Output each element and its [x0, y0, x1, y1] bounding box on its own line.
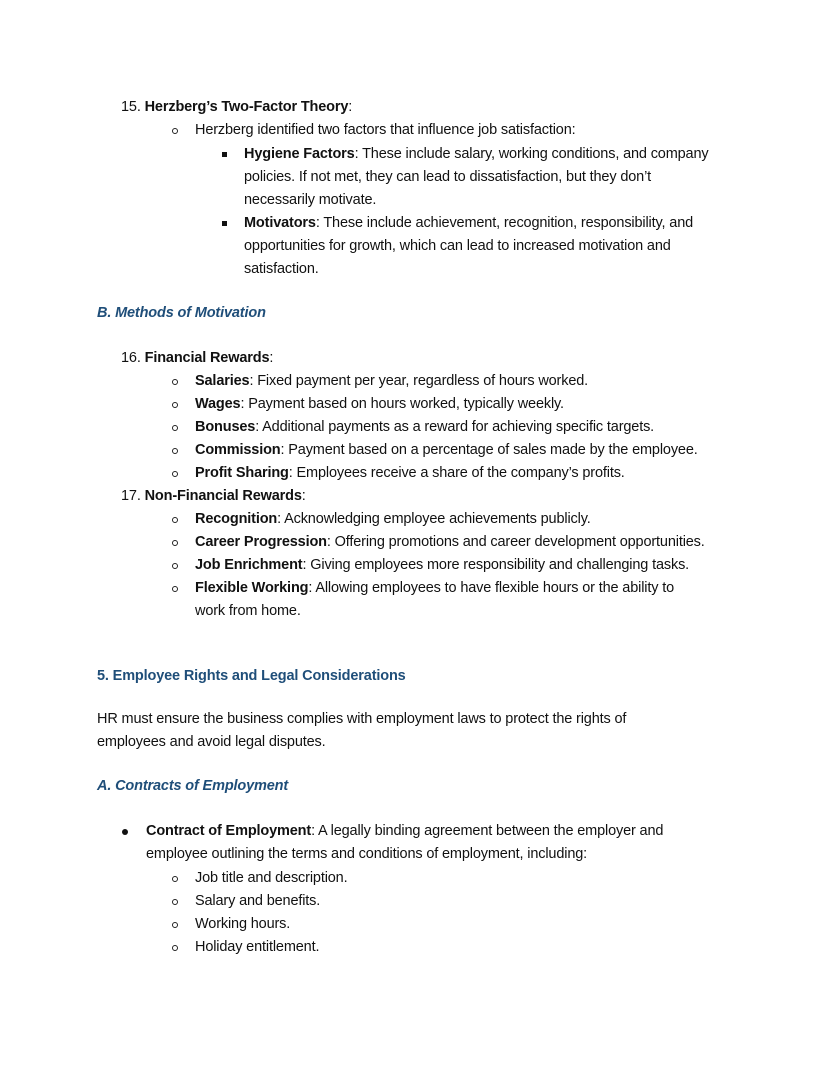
hollow-circle-bullet-icon [172, 128, 178, 134]
square-bullet-icon [222, 221, 227, 226]
hollow-circle-bullet-icon [172, 425, 178, 431]
non-financial-reward-item: Recognition: Acknowledging employee achievements publicly. [195, 511, 591, 527]
motivators-line-1: Motivators: These include achievement, recognition, responsibility, and [244, 215, 694, 231]
hollow-circle-bullet-icon [172, 945, 178, 951]
section-heading-methods-of-motivation: B. Methods of Motivation [97, 305, 266, 321]
section-heading-employee-rights: 5. Employee Rights and Legal Considerations [97, 668, 406, 684]
non-financial-reward-item: Flexible Working: Allowing employees to have flexible hours or the ability to [195, 580, 675, 596]
list-item-text: Herzberg identified two factors that influence job satisfaction: [195, 122, 576, 138]
item-title: Herzberg’s Two-Factor Theory [144, 99, 349, 115]
hygiene-factors-line-2: policies. If not met, they can lead to dissatisfaction, but they don’t [244, 169, 652, 185]
section-5-paragraph-line-2: employees and avoid legal disputes. [97, 734, 326, 750]
contract-of-employment-line-2: employee outlining the terms and conditions of employment, including: [146, 846, 588, 862]
hollow-circle-bullet-icon [172, 899, 178, 905]
hollow-circle-bullet-icon [172, 586, 178, 592]
hollow-circle-bullet-icon [172, 922, 178, 928]
square-bullet-icon [222, 152, 227, 157]
contract-term-item: Holiday entitlement. [195, 939, 320, 955]
hollow-circle-bullet-icon [172, 517, 178, 523]
hollow-circle-bullet-icon [172, 876, 178, 882]
contract-term-item: Salary and benefits. [195, 893, 321, 909]
contract-term-item: Job title and description. [195, 870, 348, 886]
list-item-15-title: 15. Herzberg’s Two-Factor Theory: [121, 99, 353, 115]
hollow-circle-bullet-icon [172, 379, 178, 385]
financial-reward-item: Wages: Payment based on hours worked, typically weekly. [195, 396, 564, 412]
non-financial-reward-item-continuation: work from home. [195, 603, 301, 619]
financial-reward-item: Bonuses: Additional payments as a reward for achieving specific targets. [195, 419, 655, 435]
hollow-circle-bullet-icon [172, 563, 178, 569]
hollow-circle-bullet-icon [172, 448, 178, 454]
list-item-16-title: 16. Financial Rewards: [121, 350, 274, 366]
list-item-17-title: 17. Non-Financial Rewards: [121, 488, 306, 504]
non-financial-reward-item: Career Progression: Offering promotions and career development opportunities. [195, 534, 705, 550]
hollow-circle-bullet-icon [172, 540, 178, 546]
hygiene-factors-line-3: necessarily motivate. [244, 192, 377, 208]
list-number: 15. [121, 99, 141, 115]
financial-reward-item: Profit Sharing: Employees receive a share of the company’s profits. [195, 465, 625, 481]
hollow-circle-bullet-icon [172, 402, 178, 408]
financial-reward-item: Salaries: Fixed payment per year, regardless of hours worked. [195, 373, 589, 389]
financial-reward-item: Commission: Payment based on a percentage of sales made by the employee. [195, 442, 698, 458]
motivators-line-2: opportunities for growth, which can lead to increased motivation and [244, 238, 671, 254]
hollow-circle-bullet-icon [172, 471, 178, 477]
section-5-paragraph-line-1: HR must ensure the business complies with employment laws to protect the rights of [97, 711, 627, 727]
hygiene-factors-line-1: Hygiene Factors: These include salary, working conditions, and company [244, 146, 709, 162]
motivators-line-3: satisfaction. [244, 261, 319, 277]
contract-of-employment-line-1: Contract of Employment: A legally binding agreement between the employer and [146, 823, 664, 839]
contract-term-item: Working hours. [195, 916, 291, 932]
filled-circle-bullet-icon [122, 829, 128, 835]
non-financial-reward-item: Job Enrichment: Giving employees more responsibility and challenging tasks. [195, 557, 690, 573]
section-heading-contracts-of-employment: A. Contracts of Employment [97, 778, 289, 794]
